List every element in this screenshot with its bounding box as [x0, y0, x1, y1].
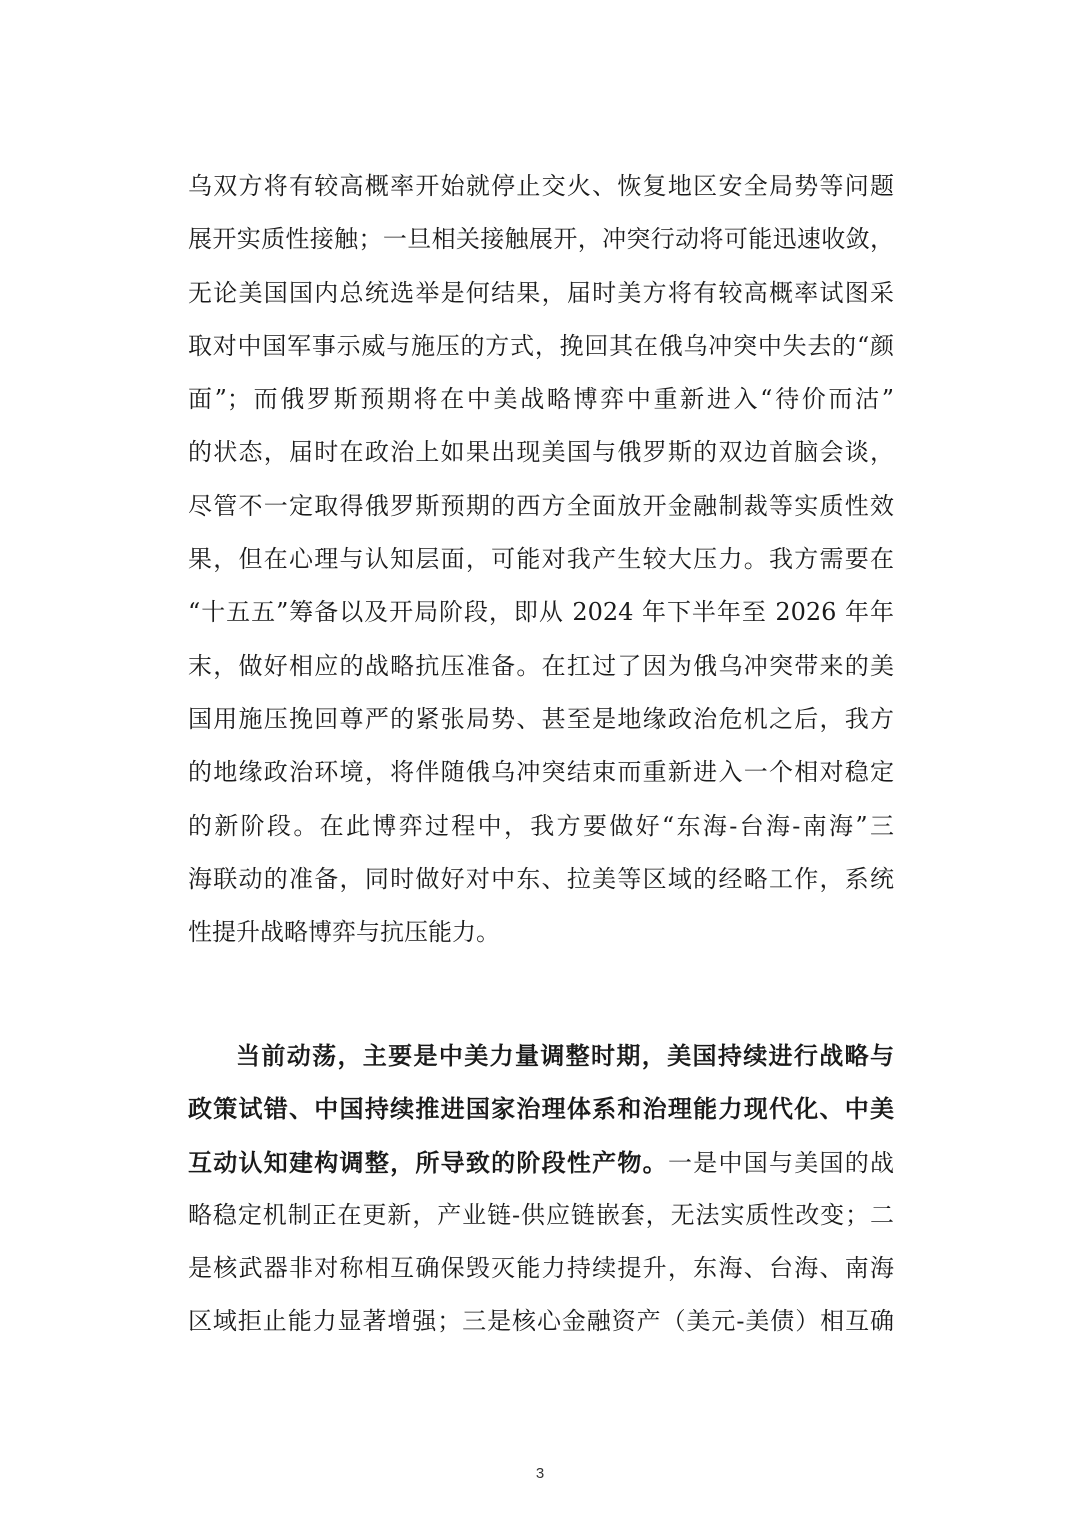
text-line: 尽管不一定取得俄罗斯预期的西方全面放开金融制裁等实质性效 [188, 491, 894, 520]
text-line: 是核武器非对称相互确保毁灭能力持续提升，东海、台海、南海 [188, 1254, 894, 1283]
text-line: 国用施压挽回尊严的紧张局势、甚至是地缘政治危机之后，我方 [188, 704, 894, 733]
bold-text-line: 当前动荡，主要是中美力量调整时期，美国持续进行战略与 [236, 1041, 894, 1070]
text-line: 乌双方将有较高概率开始就停止交火、恢复地区安全局势等问题 [188, 172, 894, 200]
text-line: 面”；而俄罗斯预期将在中美战略博弈中重新进入“待价而沽” [188, 385, 894, 414]
text-line: 末，做好相应的战略抗压准备。在扛过了因为俄乌冲突带来的美 [188, 651, 894, 680]
text-line: 略稳定机制正在更新，产业链-供应链嵌套，无法实质性改变；二 [188, 1200, 894, 1229]
text-line: “十五五”筹备以及开局阶段，即从 2024 年下半年至 2026 年年 [188, 598, 894, 627]
text-line: 无论美国国内总统选举是何结果，届时美方将有较高概率试图采 [188, 278, 894, 307]
bold-text-line: 政策试错、中国持续推进国家治理体系和治理能力现代化、中美 [188, 1094, 894, 1124]
page-number: 3 [535, 1465, 545, 1482]
text-line: 展开实质性接触；一旦相关接触展开，冲突行动将可能迅速收敛， [188, 225, 894, 254]
text-line: 性提升战略博弈与抗压能力。 [188, 918, 500, 947]
text-segment: 一是中国与美国的战 [667, 1148, 895, 1177]
body-paragraph-2 [188, 1029, 894, 1349]
mixed-text-line [188, 1136, 894, 1189]
text-line: 果，但在心理与认知层面，可能对我产生较大压力。我方需要在 [188, 545, 894, 574]
text-line: 的地缘政治环境，将伴随俄乌冲突结束而重新进入一个相对稳定 [188, 758, 894, 787]
text-line: 区域拒止能力显著增强；三是核心金融资产（美元-美债）相互确 [188, 1307, 894, 1336]
body-paragraph-1 [188, 160, 894, 959]
text-line: 的新阶段。在此博弈过程中，我方要做好“东海-台海-南海”三 [188, 811, 894, 840]
text-line: 海联动的准备，同时做好对中东、拉美等区域的经略工作，系统 [188, 864, 894, 893]
text-line: 取对中国军事示威与施压的方式，挽回其在俄乌冲突中失去的“颜 [188, 331, 894, 360]
bold-text-segment: 互动认知建构调整，所导致的阶段性产物。 [188, 1147, 668, 1177]
text-line: 的状态，届时在政治上如果出现美国与俄罗斯的双边首脑会谈， [188, 438, 894, 467]
